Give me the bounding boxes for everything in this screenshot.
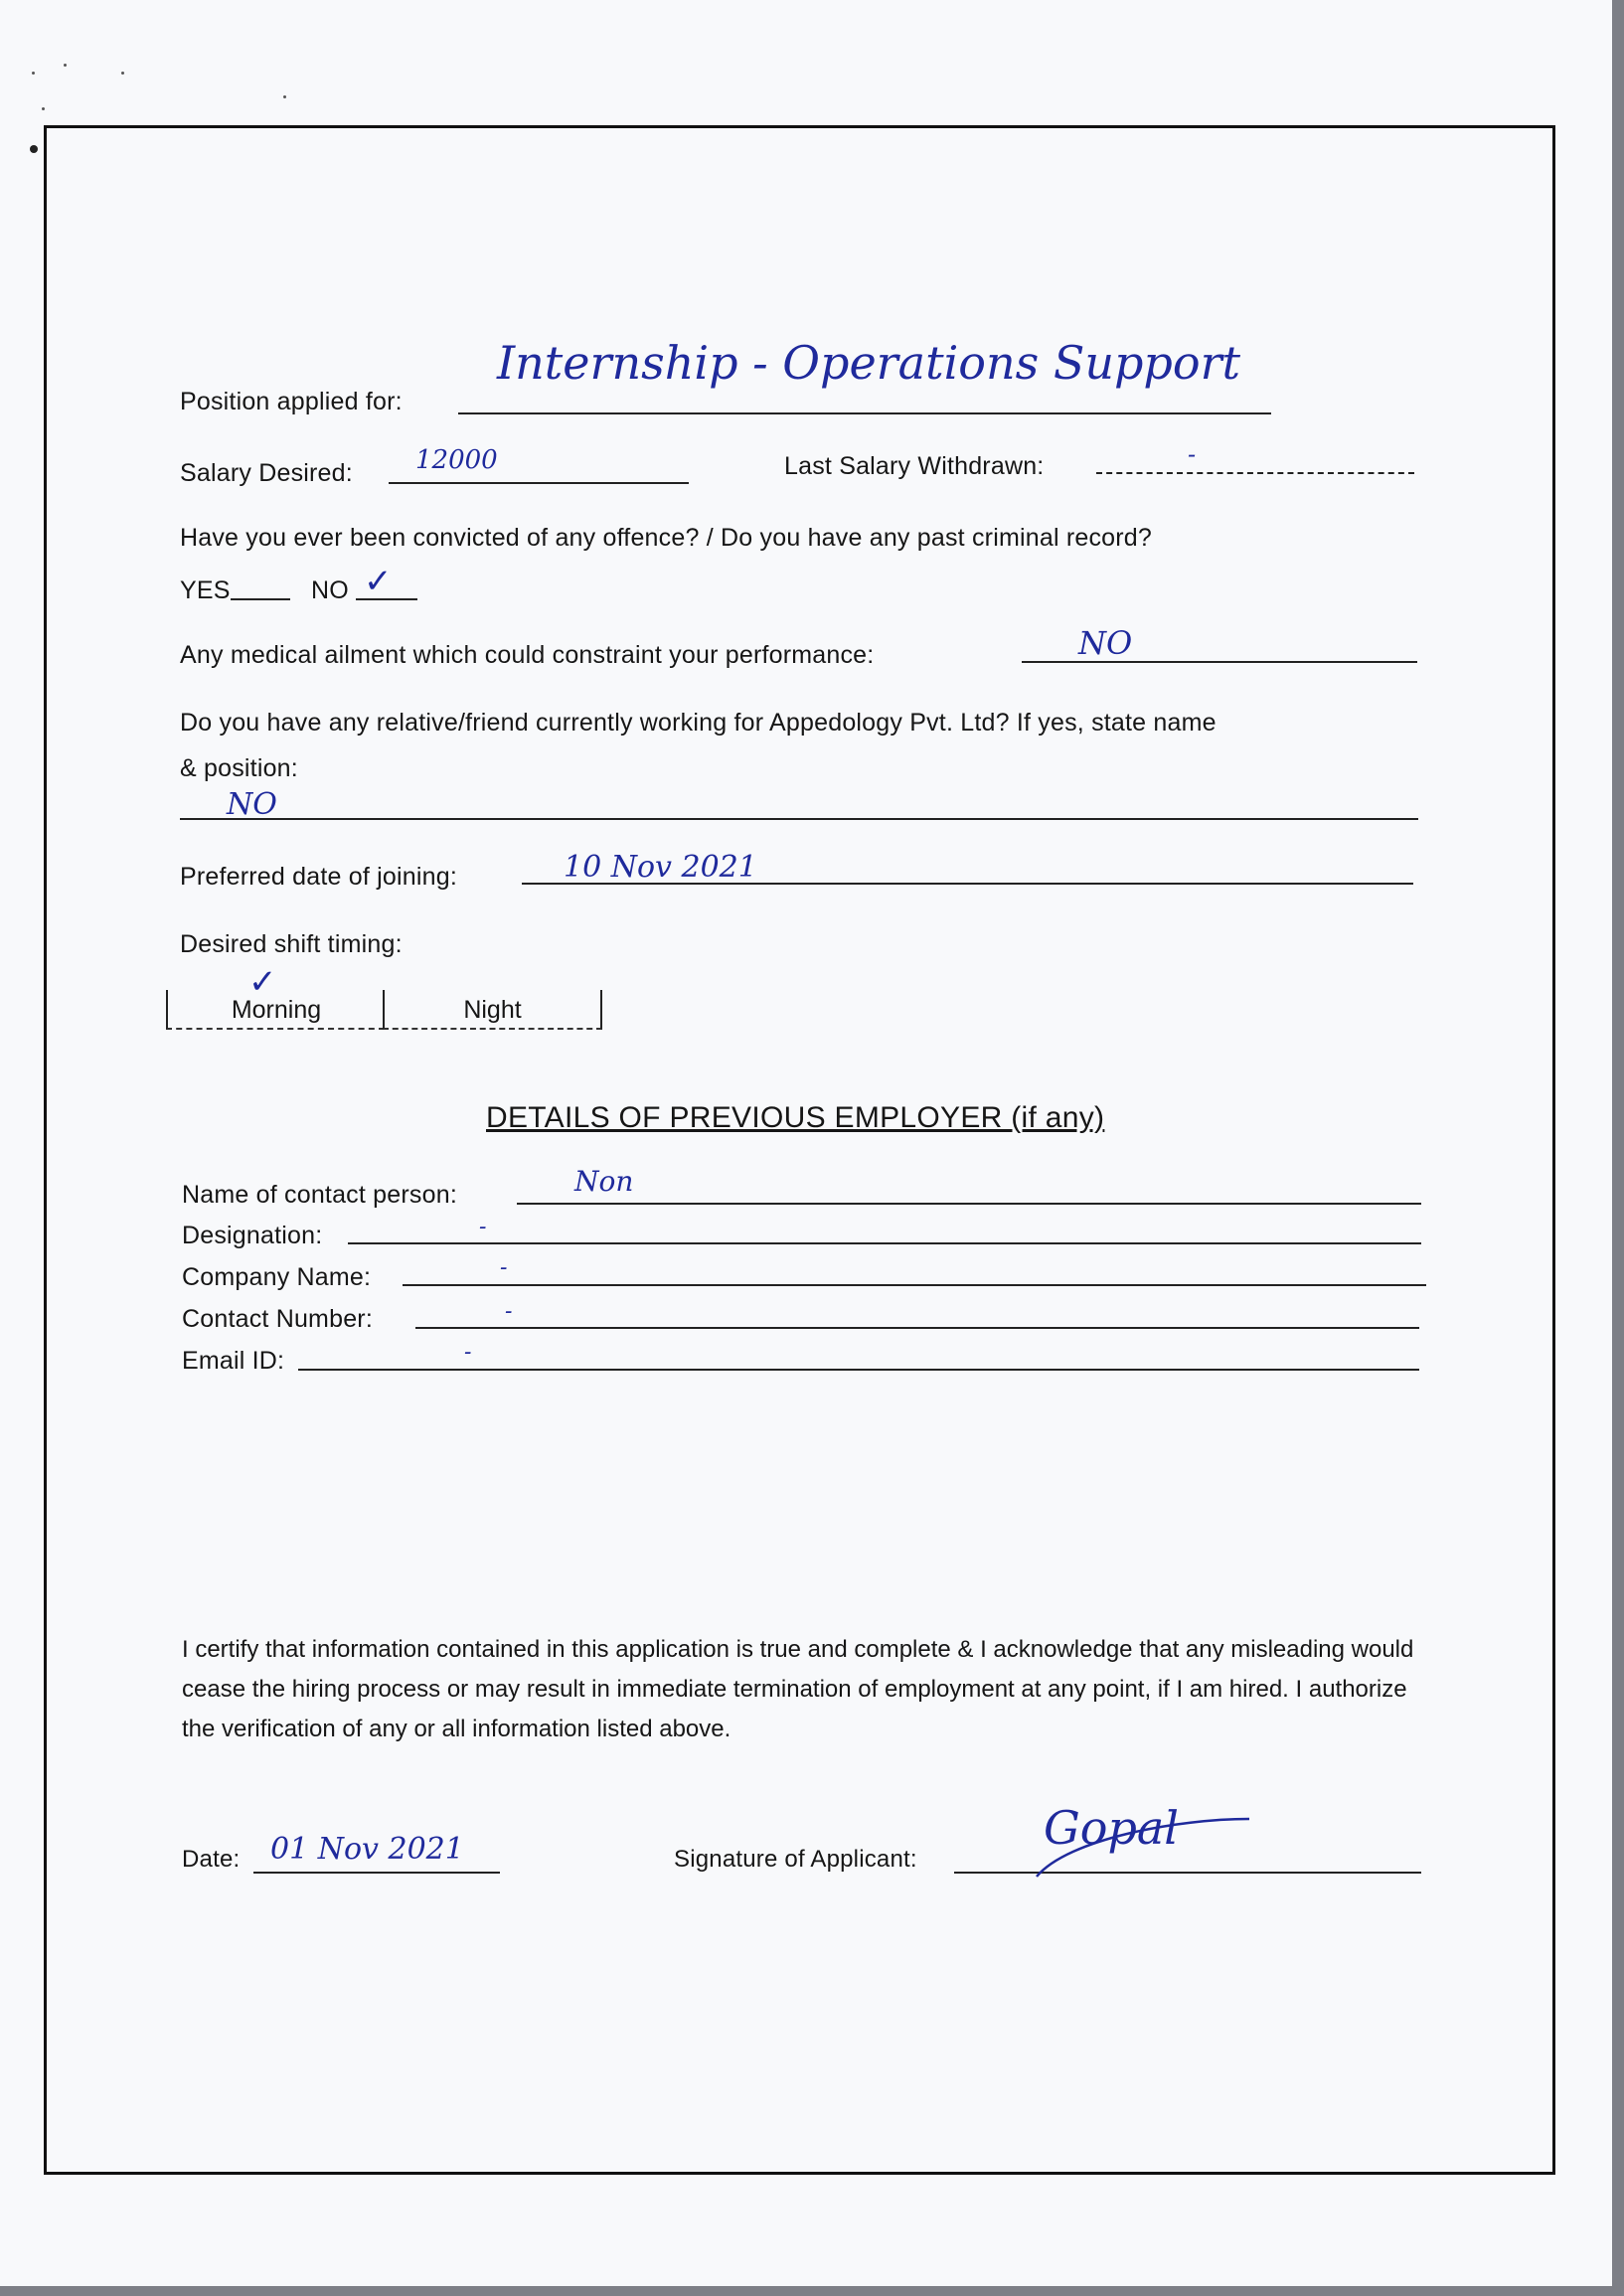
- signature-label: Signature of Applicant:: [674, 1846, 917, 1873]
- position-field-line: [458, 412, 1271, 414]
- shift-option-label: Night: [463, 996, 522, 1024]
- scan-speck: [30, 145, 38, 153]
- salary-desired-field[interactable]: 12000: [415, 445, 498, 475]
- position-field[interactable]: Internship - Operations Support: [497, 336, 1241, 390]
- shift-option-night[interactable]: [383, 990, 602, 1030]
- scan-edge: [1612, 0, 1624, 2296]
- company-name-line: [403, 1284, 1426, 1286]
- shift-label: Desired shift timing:: [180, 930, 403, 958]
- contact-number-field[interactable]: -: [505, 1299, 513, 1324]
- contact-number-line: [415, 1327, 1419, 1329]
- medical-field[interactable]: NO: [1078, 624, 1133, 662]
- last-salary-line: [1096, 472, 1414, 474]
- position-label: Position applied for:: [180, 388, 403, 415]
- joining-date-label: Preferred date of joining:: [180, 863, 457, 891]
- contact-person-label: Name of contact person:: [182, 1181, 457, 1209]
- signature-field[interactable]: Gopal: [1044, 1801, 1180, 1855]
- designation-label: Designation:: [182, 1222, 323, 1249]
- email-field[interactable]: -: [464, 1340, 472, 1365]
- relative-line: [180, 818, 1418, 820]
- yes-label: YES: [180, 576, 231, 604]
- contact-number-label: Contact Number:: [182, 1305, 373, 1333]
- email-label: Email ID:: [182, 1347, 285, 1375]
- previous-employer-title: DETAILS OF PREVIOUS EMPLOYER (if any): [486, 1101, 1105, 1134]
- company-name-label: Company Name:: [182, 1263, 372, 1291]
- yes-blank[interactable]: [231, 598, 290, 600]
- scan-speck: [42, 107, 45, 110]
- date-line: [253, 1872, 500, 1874]
- relative-question: Do you have any relative/friend currently working for Appedology Pvt. Ltd? If yes, state name: [180, 709, 1217, 737]
- designation-field[interactable]: -: [479, 1215, 487, 1239]
- checkmark-icon: ✓: [364, 562, 393, 601]
- relative-question-cont: & position:: [180, 754, 298, 782]
- contact-person-field[interactable]: Non: [574, 1165, 634, 1198]
- date-field[interactable]: 01 Nov 2021: [270, 1832, 464, 1867]
- checkmark-icon: ✓: [248, 962, 277, 1002]
- designation-line: [348, 1242, 1421, 1244]
- joining-date-field[interactable]: 10 Nov 2021: [564, 850, 757, 885]
- scan-speck: [64, 64, 67, 67]
- company-name-field[interactable]: -: [500, 1255, 508, 1280]
- shift-option-label: Morning: [231, 996, 322, 1024]
- last-salary-field[interactable]: -: [1188, 440, 1197, 468]
- salary-desired-line: [389, 482, 689, 484]
- email-line: [298, 1369, 1419, 1371]
- scan-speck: [283, 95, 286, 98]
- scan-edge: [0, 2286, 1624, 2296]
- no-label: NO: [311, 576, 349, 604]
- relative-field[interactable]: NO: [227, 787, 277, 822]
- medical-label: Any medical ailment which could constraint your performance:: [180, 641, 875, 669]
- salary-desired-label: Salary Desired:: [180, 459, 353, 487]
- date-label: Date:: [182, 1846, 241, 1873]
- scan-speck: [121, 72, 124, 75]
- scan-speck: [32, 72, 35, 75]
- declaration-text: I certify that information contained in this application is true and complete & I acknowledge that any misleading would cease the hiring process or may result in immediate termination of employment at any point, if I am hired. I authorize the verification of any or all information listed above.: [182, 1636, 1414, 1742]
- signature-stroke: [1029, 1779, 1257, 1888]
- last-salary-label: Last Salary Withdrawn:: [784, 452, 1045, 480]
- contact-person-line: [517, 1203, 1421, 1205]
- criminal-question: Have you ever been convicted of any offence? / Do you have any past criminal record?: [180, 524, 1153, 552]
